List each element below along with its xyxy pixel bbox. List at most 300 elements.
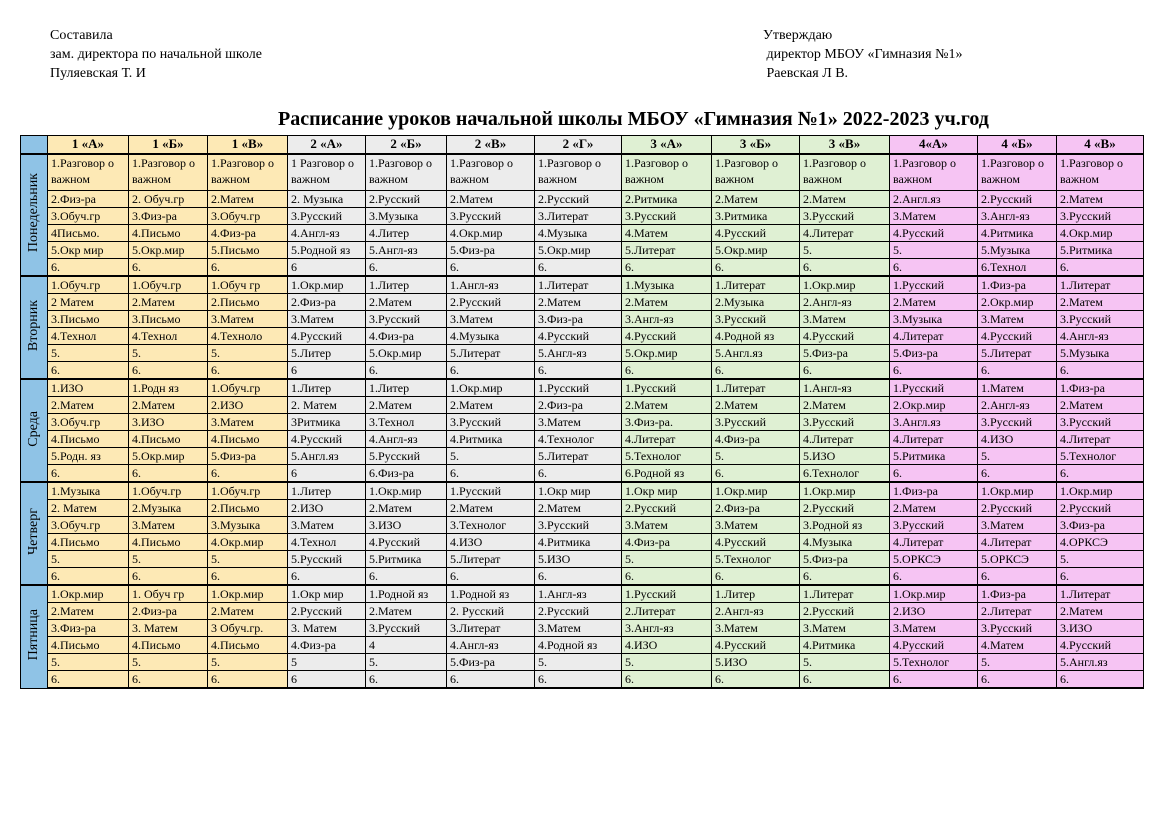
lesson-cell: 1.Литер [288, 482, 366, 500]
lesson-cell: 6. [366, 259, 447, 277]
lesson-cell: 1.Разговор о важном [978, 154, 1057, 191]
lesson-cell: 6.Родной яз [622, 465, 712, 483]
lesson-cell: 1.Разговор о важном [447, 154, 535, 191]
lesson-cell: 6. [366, 568, 447, 586]
lesson-cell: 1.Русский [535, 379, 622, 397]
lesson-cell: 5.Музыка [978, 242, 1057, 259]
lesson-cell: 4.Физ-ра [208, 225, 288, 242]
lesson-cell: 2.Русский [288, 603, 366, 620]
lesson-cell: 6. [622, 259, 712, 277]
lesson-cell: 4.Физ-ра [288, 637, 366, 654]
lesson-cell: 5. [366, 654, 447, 671]
lesson-cell: 6. [129, 259, 208, 277]
lesson-cell: 1.Разговор о важном [712, 154, 800, 191]
lesson-cell: 2.ИЗО [890, 603, 978, 620]
lesson-cell: 3.Обуч.гр [48, 517, 129, 534]
lesson-cell: 1.Физ-ра [978, 276, 1057, 294]
lesson-cell: 3.Обуч.гр [208, 208, 288, 225]
lesson-cell: 1.Англ-яз [535, 585, 622, 603]
lesson-row [21, 328, 1144, 345]
lesson-cell: 4.Англ-яз [447, 637, 535, 654]
approval-name: Раевская Л В. [763, 66, 849, 81]
lesson-cell: 2.Матем [366, 603, 447, 620]
lesson-cell: 4.Окр.мир [447, 225, 535, 242]
lesson-cell: 6 [288, 362, 366, 380]
lesson-cell: 1.Окр мир [535, 482, 622, 500]
lesson-cell: 5.Англ-яз [535, 345, 622, 362]
lesson-cell: 1.Литерат [800, 585, 890, 603]
lesson-cell: 1.Разговор о важном [800, 154, 890, 191]
lesson-cell: 2.Русский [622, 500, 712, 517]
lesson-cell: 5.Родн. яз [48, 448, 129, 465]
lesson-cell: 3.Матем [978, 311, 1057, 328]
lesson-cell: 4.ИЗО [978, 431, 1057, 448]
lesson-cell: 1.ИЗО [48, 379, 129, 397]
lesson-cell: 3.ИЗО [129, 414, 208, 431]
lesson-cell: 3.Литерат [535, 208, 622, 225]
lesson-cell: 5. [208, 345, 288, 362]
lesson-row [21, 431, 1144, 448]
lesson-cell: 2. Музыка [288, 191, 366, 208]
lesson-cell: 3.Матем [535, 414, 622, 431]
class-header: 4 «Б» [978, 136, 1057, 155]
lesson-cell: 5.Физ-ра [447, 654, 535, 671]
lesson-cell: 2.ИЗО [208, 397, 288, 414]
lesson-cell: 6. [535, 671, 622, 689]
lesson-cell: 5.Англ.яз [712, 345, 800, 362]
lesson-cell: 3.Матем [288, 517, 366, 534]
lesson-cell: 4.Музыка [800, 534, 890, 551]
lesson-cell: 4.Литерат [890, 534, 978, 551]
lesson-cell: 4.Литерат [1057, 431, 1144, 448]
lesson-cell: 4.ОРКСЭ [1057, 534, 1144, 551]
compiler-block [50, 26, 262, 83]
lesson-cell: 6 [288, 259, 366, 277]
lesson-cell: 5.Ритмика [366, 551, 447, 568]
lesson-cell: 4.Ритмика [447, 431, 535, 448]
lesson-cell: 1.Обуч гр [208, 276, 288, 294]
lesson-cell: 2.Матем [712, 191, 800, 208]
lesson-cell: 4.Матем [622, 225, 712, 242]
lesson-row [21, 448, 1144, 465]
lesson-cell: 2.Матем [622, 397, 712, 414]
lesson-cell: 5.Физ-ра [800, 551, 890, 568]
class-header: 3 «В» [800, 136, 890, 155]
lesson-cell: 5.Ритмика [890, 448, 978, 465]
lesson-cell: 4.Письмо [129, 637, 208, 654]
lesson-cell: 2.Физ-ра [535, 397, 622, 414]
lesson-cell: 2.Матем [447, 191, 535, 208]
lesson-cell: 2.Письмо [208, 500, 288, 517]
lesson-cell: 3.Матем [890, 208, 978, 225]
lesson-cell: 5.Окр мир [48, 242, 129, 259]
lesson-cell: 6. [129, 568, 208, 586]
lesson-cell: 5.Окр.мир [366, 345, 447, 362]
lesson-cell: 4.Родной яз [535, 637, 622, 654]
lesson-cell: 1.Обуч.гр [129, 482, 208, 500]
class-header: 1 «А» [48, 136, 129, 155]
lesson-cell: 5. [208, 551, 288, 568]
day-name: Понедельник [26, 173, 41, 253]
lesson-cell: 2.Музыка [129, 500, 208, 517]
lesson-row [21, 637, 1144, 654]
lesson-cell: 6. [129, 362, 208, 380]
lesson-cell: 2.Физ-ра [288, 294, 366, 311]
day-name: Пятница [26, 609, 41, 661]
compiler-position: зам. директора по начальной школе [50, 47, 262, 62]
day-label-cell [21, 379, 48, 482]
lesson-row [21, 154, 1144, 191]
lesson-cell: 1.Литер [288, 379, 366, 397]
lesson-cell: 5.ИЗО [535, 551, 622, 568]
lesson-cell: 6. [890, 568, 978, 586]
lesson-cell: 3.Русский [1057, 311, 1144, 328]
lesson-cell: 5.Литерат [447, 345, 535, 362]
lesson-cell: 2.Матем [129, 397, 208, 414]
lesson-cell: 3.Русский [288, 208, 366, 225]
lesson-cell: 5.Англ.яз [288, 448, 366, 465]
lesson-cell: 1.Англ-яз [800, 379, 890, 397]
lesson-cell: 2.Русский [978, 191, 1057, 208]
lesson-row [21, 242, 1144, 259]
lesson-cell: 3.Матем [622, 517, 712, 534]
lesson-cell: 1.Окр мир [622, 482, 712, 500]
lesson-cell: 2. Обуч.гр [129, 191, 208, 208]
lesson-cell: 4.Физ-ра [712, 431, 800, 448]
class-header: 1 «Б» [129, 136, 208, 155]
class-header: 3 «Б» [712, 136, 800, 155]
lesson-cell: 2.Матем [366, 294, 447, 311]
lesson-cell: 6. [978, 568, 1057, 586]
lesson-cell: 6. [447, 568, 535, 586]
lesson-cell: 3.Матем [890, 620, 978, 637]
lesson-cell: 6.Физ-ра [366, 465, 447, 483]
lesson-cell: 4Письмо. [48, 225, 129, 242]
lesson-cell: 1.Разговор о важном [48, 154, 129, 191]
lesson-row [21, 585, 1144, 603]
lesson-cell: 2.Русский [800, 603, 890, 620]
lesson-cell: 3.Матем [978, 517, 1057, 534]
lesson-cell: 3.Англ-яз [622, 311, 712, 328]
lesson-cell: 5.Англ.яз [1057, 654, 1144, 671]
lesson-cell: 1.Литерат [535, 276, 622, 294]
lesson-cell: 2.Литерат [978, 603, 1057, 620]
lesson-cell: 2.Русский [535, 603, 622, 620]
lesson-cell: 6. [208, 362, 288, 380]
lesson-cell: 2.Матем [48, 397, 129, 414]
corner-cell [21, 136, 48, 155]
lesson-row [21, 208, 1144, 225]
lesson-cell: 1.Разговор о важном [366, 154, 447, 191]
lesson-cell: 4.Русский [535, 328, 622, 345]
lesson-cell: 4.Русский [288, 328, 366, 345]
lesson-cell: 1.Окр.мир [208, 585, 288, 603]
lesson-cell: 2. Русский [447, 603, 535, 620]
lesson-cell: 5.Окр.мир [535, 242, 622, 259]
page-title: Расписание уроков начальной школы МБОУ «Гимназия №1» 2022-2023 уч.год [278, 108, 989, 130]
lesson-cell: 5.ИЗО [712, 654, 800, 671]
class-header: 1 «В» [208, 136, 288, 155]
lesson-cell: 5. [622, 654, 712, 671]
lesson-cell: 2.Музыка [712, 294, 800, 311]
lesson-cell: 3.Русский [712, 414, 800, 431]
lesson-row [21, 362, 1144, 380]
lesson-cell: 3.Письмо [129, 311, 208, 328]
lesson-cell: 1.Окр.мир [1057, 482, 1144, 500]
lesson-cell: 5. [48, 345, 129, 362]
approval-block [763, 26, 962, 83]
lesson-cell: 6. [890, 362, 978, 380]
lesson-cell: 4.Ритмика [800, 637, 890, 654]
lesson-cell: 1.Обуч.гр [208, 482, 288, 500]
lesson-cell: 4.Литерат [622, 431, 712, 448]
lesson-cell: 6. [890, 465, 978, 483]
lesson-cell: 2.Матем [1057, 603, 1144, 620]
lesson-cell: 3.Родной яз [800, 517, 890, 534]
lesson-cell: 5. [800, 242, 890, 259]
lesson-cell: 3.Русский [978, 620, 1057, 637]
lesson-row [21, 620, 1144, 637]
lesson-cell: 3 Обуч.гр. [208, 620, 288, 637]
lesson-cell: 1.Русский [890, 276, 978, 294]
lesson-cell: 2.Матем [208, 191, 288, 208]
lesson-cell: 2.Окр.мир [978, 294, 1057, 311]
lesson-cell: 1.Физ-ра [890, 482, 978, 500]
lesson-cell: 6.Технолог [800, 465, 890, 483]
lesson-cell: 3.Русский [978, 414, 1057, 431]
lesson-cell: 2.Англ.яз [890, 191, 978, 208]
lesson-cell: 5.Технолог [1057, 448, 1144, 465]
lesson-cell: 2.Матем [366, 500, 447, 517]
day-label-cell [21, 154, 48, 276]
class-header: 2 «А» [288, 136, 366, 155]
lesson-cell: 6. [1057, 465, 1144, 483]
lesson-cell: 3.Музыка [890, 311, 978, 328]
lesson-cell: 6. [1057, 362, 1144, 380]
lesson-cell: 4.Англ-яз [366, 431, 447, 448]
lesson-cell: 3.Матем [535, 620, 622, 637]
lesson-cell: 6. [800, 671, 890, 689]
lesson-cell: 4.ИЗО [622, 637, 712, 654]
lesson-cell: 6. [535, 362, 622, 380]
lesson-cell: 3.Матем [800, 311, 890, 328]
lesson-cell: 5.Музыка [1057, 345, 1144, 362]
lesson-row [21, 259, 1144, 277]
lesson-cell: 6 [288, 465, 366, 483]
lesson-cell: 1. Обуч гр [129, 585, 208, 603]
lesson-cell: 4.Физ-ра [366, 328, 447, 345]
lesson-cell: 5.Физ-ра [890, 345, 978, 362]
lesson-cell: 5.Литерат [622, 242, 712, 259]
lesson-cell: 1.Окр.мир [712, 482, 800, 500]
lesson-cell: 4.Ритмика [535, 534, 622, 551]
schedule-table [20, 135, 1144, 689]
lesson-cell: 2.Матем [890, 294, 978, 311]
lesson-row [21, 379, 1144, 397]
lesson-cell: 5.Литерат [535, 448, 622, 465]
lesson-cell: 1.Разговор о важном [535, 154, 622, 191]
lesson-cell: 4.Письмо [129, 534, 208, 551]
lesson-cell: 1.Окр.мир [288, 276, 366, 294]
lesson-cell: 4.Письмо [48, 637, 129, 654]
lesson-cell: 1.Физ-ра [978, 585, 1057, 603]
lesson-cell: 3.ИЗО [1057, 620, 1144, 637]
lesson-cell: 6. [208, 465, 288, 483]
lesson-cell: 3.Русский [366, 620, 447, 637]
lesson-cell: 5.Физ-ра [447, 242, 535, 259]
lesson-cell: 6. [622, 362, 712, 380]
lesson-cell: 6. [48, 671, 129, 689]
lesson-row [21, 276, 1144, 294]
lesson-cell: 1.Обуч.гр [129, 276, 208, 294]
lesson-cell: 3.Обуч.гр [48, 208, 129, 225]
lesson-cell: 2.Русский [978, 500, 1057, 517]
lesson-cell: 2.Матем [366, 397, 447, 414]
lesson-cell: 4.Русский [712, 637, 800, 654]
lesson-cell: 1.Матем [978, 379, 1057, 397]
lesson-row [21, 397, 1144, 414]
lesson-cell: 4.Письмо [208, 431, 288, 448]
lesson-cell: 1.Окр.мир [800, 482, 890, 500]
lesson-cell: 4.Русский [712, 534, 800, 551]
lesson-cell: 6. [712, 671, 800, 689]
lesson-cell: 2.Письмо [208, 294, 288, 311]
lesson-cell: 2.Матем [1057, 397, 1144, 414]
lesson-cell: 5. [129, 551, 208, 568]
lesson-cell: 2.Физ-ра [48, 191, 129, 208]
compiler-name: Пуляевская Т. И [50, 66, 146, 81]
lesson-cell: 6. [208, 259, 288, 277]
lesson-cell: 3.Англ.яз [890, 414, 978, 431]
lesson-cell: 6. [48, 362, 129, 380]
lesson-cell: 3.Матем [208, 311, 288, 328]
lesson-cell: 1.Окр.мир [48, 585, 129, 603]
lesson-cell: 3.Матем [288, 311, 366, 328]
lesson-cell: 5. [535, 654, 622, 671]
lesson-cell: 1.Окр.мир [978, 482, 1057, 500]
lesson-cell: 6. [800, 568, 890, 586]
lesson-cell: 5. [978, 448, 1057, 465]
lesson-cell: 5. [129, 345, 208, 362]
lesson-row [21, 534, 1144, 551]
lesson-cell: 4.Литерат [800, 225, 890, 242]
lesson-cell: 6. [535, 465, 622, 483]
lesson-cell: 6. [366, 362, 447, 380]
lesson-cell: 5.Письмо [208, 242, 288, 259]
lesson-cell: 4.Письмо [208, 637, 288, 654]
lesson-cell: 5.Литерат [978, 345, 1057, 362]
lesson-cell: 1 Разговор о важном [288, 154, 366, 191]
lesson-cell: 4.Ритмика [978, 225, 1057, 242]
lesson-cell: 4.Русский [1057, 637, 1144, 654]
lesson-cell: 5.Физ-ра [800, 345, 890, 362]
lesson-cell: 5. [129, 654, 208, 671]
lesson-cell: 6. [978, 671, 1057, 689]
lesson-cell: 3.Матем [800, 620, 890, 637]
lesson-cell: 2.Русский [535, 191, 622, 208]
lesson-cell: 2.Физ-ра [712, 500, 800, 517]
lesson-cell: 3.Русский [712, 311, 800, 328]
lesson-cell: 6. [890, 259, 978, 277]
lesson-cell: 6. [890, 671, 978, 689]
lesson-cell: 1.Родн яз [129, 379, 208, 397]
lesson-cell: 5. [447, 448, 535, 465]
lesson-cell: 5. [978, 654, 1057, 671]
lesson-cell: 3.Русский [622, 208, 712, 225]
lesson-cell: 2.Матем [447, 397, 535, 414]
lesson-cell: 5.Окр.мир [129, 448, 208, 465]
approval-line: Утверждаю [763, 28, 833, 43]
lesson-cell: 3. Матем [288, 620, 366, 637]
lesson-row [21, 671, 1144, 689]
lesson-cell: 4.Письмо [48, 431, 129, 448]
lesson-cell: 5. [48, 551, 129, 568]
lesson-cell: 5.Физ-ра [208, 448, 288, 465]
lesson-cell: 4.Русский [288, 431, 366, 448]
lesson-cell: 6. [129, 465, 208, 483]
lesson-cell: 1.Литерат [712, 276, 800, 294]
lesson-cell: 4.Русский [366, 534, 447, 551]
lesson-cell: 6 [288, 671, 366, 689]
class-header: 4 «В» [1057, 136, 1144, 155]
lesson-cell: 1.Обуч.гр [48, 276, 129, 294]
compiler-line: Составила [50, 28, 113, 43]
lesson-cell: 5. [890, 242, 978, 259]
lesson-cell: 4.Литерат [890, 431, 978, 448]
lesson-cell: 4.Родной яз [712, 328, 800, 345]
lesson-row [21, 551, 1144, 568]
lesson-cell: 4.Музыка [535, 225, 622, 242]
lesson-cell: 4.Русский [712, 225, 800, 242]
lesson-cell: 2.Физ-ра [129, 603, 208, 620]
lesson-cell: 1.Русский [622, 379, 712, 397]
lesson-cell: 1.Окр.мир [447, 379, 535, 397]
lesson-cell: 6. [447, 671, 535, 689]
lesson-cell: 4.Технолог [535, 431, 622, 448]
lesson-cell: 5.Окр.мир [129, 242, 208, 259]
lesson-cell: 5.Ритмика [1057, 242, 1144, 259]
day-label-cell [21, 585, 48, 688]
lesson-cell: 4.Русский [800, 328, 890, 345]
lesson-cell: 2.Матем [800, 397, 890, 414]
lesson-cell: 5. [1057, 551, 1144, 568]
lesson-cell: 2. Матем [288, 397, 366, 414]
lesson-cell: 1.Разговор о важном [208, 154, 288, 191]
lesson-cell: 4.Матем [978, 637, 1057, 654]
lesson-cell: 4.Литерат [978, 534, 1057, 551]
lesson-cell: 2.Матем [208, 603, 288, 620]
lesson-cell: 6. [622, 671, 712, 689]
lesson-cell: 5. [712, 448, 800, 465]
lesson-cell: 3.Физ-ра. [622, 414, 712, 431]
lesson-cell: 3. Матем [129, 620, 208, 637]
lesson-cell: 2.Матем [1057, 294, 1144, 311]
lesson-cell: 6. [712, 259, 800, 277]
lesson-cell: 3.Физ-ра [1057, 517, 1144, 534]
class-header-row [21, 136, 1144, 155]
lesson-cell: 3.Матем [712, 620, 800, 637]
lesson-cell: 2. Матем [48, 500, 129, 517]
lesson-cell: 4.Англ-яз [1057, 328, 1144, 345]
approval-position: директор МБОУ «Гимназия №1» [763, 47, 963, 62]
lesson-cell: 5.Русский [288, 551, 366, 568]
lesson-cell: 3.Русский [447, 414, 535, 431]
lesson-cell: 6. [535, 259, 622, 277]
lesson-cell: 5.Окр.мир [622, 345, 712, 362]
class-header: 4«А» [890, 136, 978, 155]
lesson-cell: 1.Окр.мир [366, 482, 447, 500]
lesson-cell: 6. [1057, 671, 1144, 689]
